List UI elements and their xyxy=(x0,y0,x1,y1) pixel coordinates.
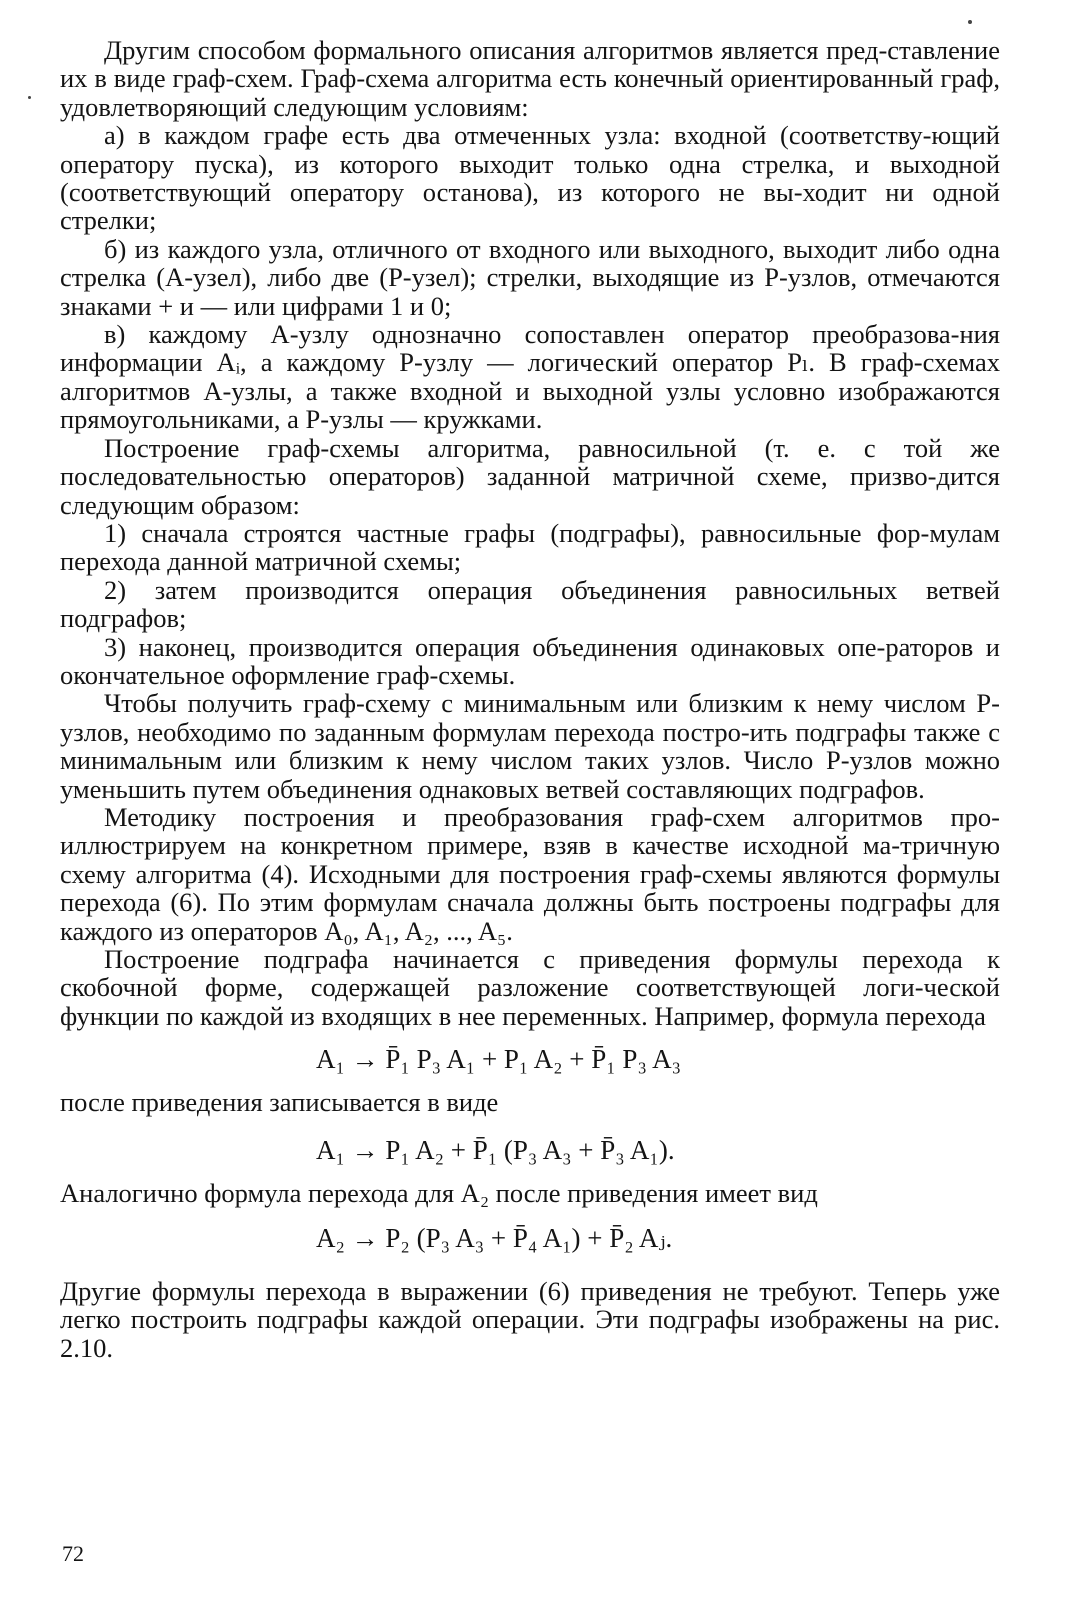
print-speck xyxy=(28,96,31,99)
paragraph: Чтобы получить граф-схему с минимальным или близким к нему числом Р-узлов, необходимо по заданным формулам перехода постро-ить подграфы также с минимальным или близким к нему числом таких узлов. Число Р-узлов можно уменьшить путем объединения однаковых ветвей составляющих подграфов. xyxy=(60,688,1000,804)
list-item-b: б) из каждого узла, отличного от входного или выходного, выходит либо одна стрелка (А-узел), либо две (Р-узел); стрелки, выходящие из Р-узлов, отмечаются знаками + и — или цифрами 1 и 0; xyxy=(60,233,1000,321)
list-item-2: 2) затем производится операция объединения равносильных ветвей подграфов; xyxy=(60,574,1000,634)
page-number: 72 xyxy=(62,1541,84,1566)
list-item-1: 1) сначала строятся частные графы (подграфы), равносильные фор-мулам перехода данной матричной схемы; xyxy=(60,517,1000,577)
paragraph: Методику построения и преобразования граф-схем алгоритмов про-иллюстрируем на конкретном примере, взяв в качестве исходной ма-тричную схему алгоритма (4). Исходными для построения граф-схемы являются формулы перехода (6). По этим формулам сначала должны быть построены подграфы для каждого из операторов A₀, A₁, A₂, ..., A₅. xyxy=(60,801,1000,946)
paragraph: Построение подграфа начинается с приведения формулы перехода к скобочной форме, содержащей разложение соответствующей логи-ческой функции по каждой из входящих в нее переменных. Например, формула перехода xyxy=(60,944,1000,1031)
list-item-3: 3) наконец, производится операция объединения одинаковых опе-раторов и окончательное оформление граф-схемы. xyxy=(60,631,1000,690)
paragraph: после приведения записывается в виде xyxy=(60,1087,499,1118)
print-speck xyxy=(968,20,972,24)
paragraph: Аналогично формула перехода для A₂ после приведения имеет вид xyxy=(60,1177,818,1208)
list-item-c: в) каждому А-узлу однозначно сопоставлен оператор преобразова-ния информации Aᵢ, а каждому Р-узлу — логический оператор Pₗ. В граф-схемах алгоритмов А-узлы, а также входной и выходной узлы условно изображаются прямоугольниками, а Р-узлы — кружками. xyxy=(60,319,1000,435)
paragraph: Построение граф-схемы алгоритма, равносильной (т. е. с той же последовательностью операторов) заданной матричной схеме, призво-дится следующим образом: xyxy=(60,432,1000,520)
formula-3: A₂ → P₂ (P₃ A₃ + P̄₄ A₁) + P̄₂ Aⱼ. xyxy=(316,1223,673,1254)
formula-2: A₁ → P₁ A₂ + P̄₁ (P₃ A₃ + P̄₃ A₁). xyxy=(316,1134,675,1165)
paragraph: Другие формулы перехода в выражении (6) приведения не требуют. Теперь уже легко построить подграфы каждой операции. Эти подграфы изображены на рис. 2.10. xyxy=(60,1276,1000,1363)
formula-1: A₁ → P̄₁ P₃ A₁ + P₁ A₂ + P̄₁ P₃ A₃ xyxy=(316,1044,682,1075)
list-item-a: а) в каждом графе есть два отмеченных узла: входной (соответству-ющий оператору пуска), из которого выходит только одна стрелка, и выходной (соответствующий оператору останова), из которого не вы-ходит ни одной стрелки; xyxy=(60,120,1000,236)
page-body xyxy=(60,36,1000,1362)
paragraph: Другим способом формального описания алгоритмов является пред-ставление их в виде граф-схем. Граф-схема алгоритма есть конечный ориентированный граф, удовлетворяющий следующим условиям: xyxy=(60,35,1000,122)
